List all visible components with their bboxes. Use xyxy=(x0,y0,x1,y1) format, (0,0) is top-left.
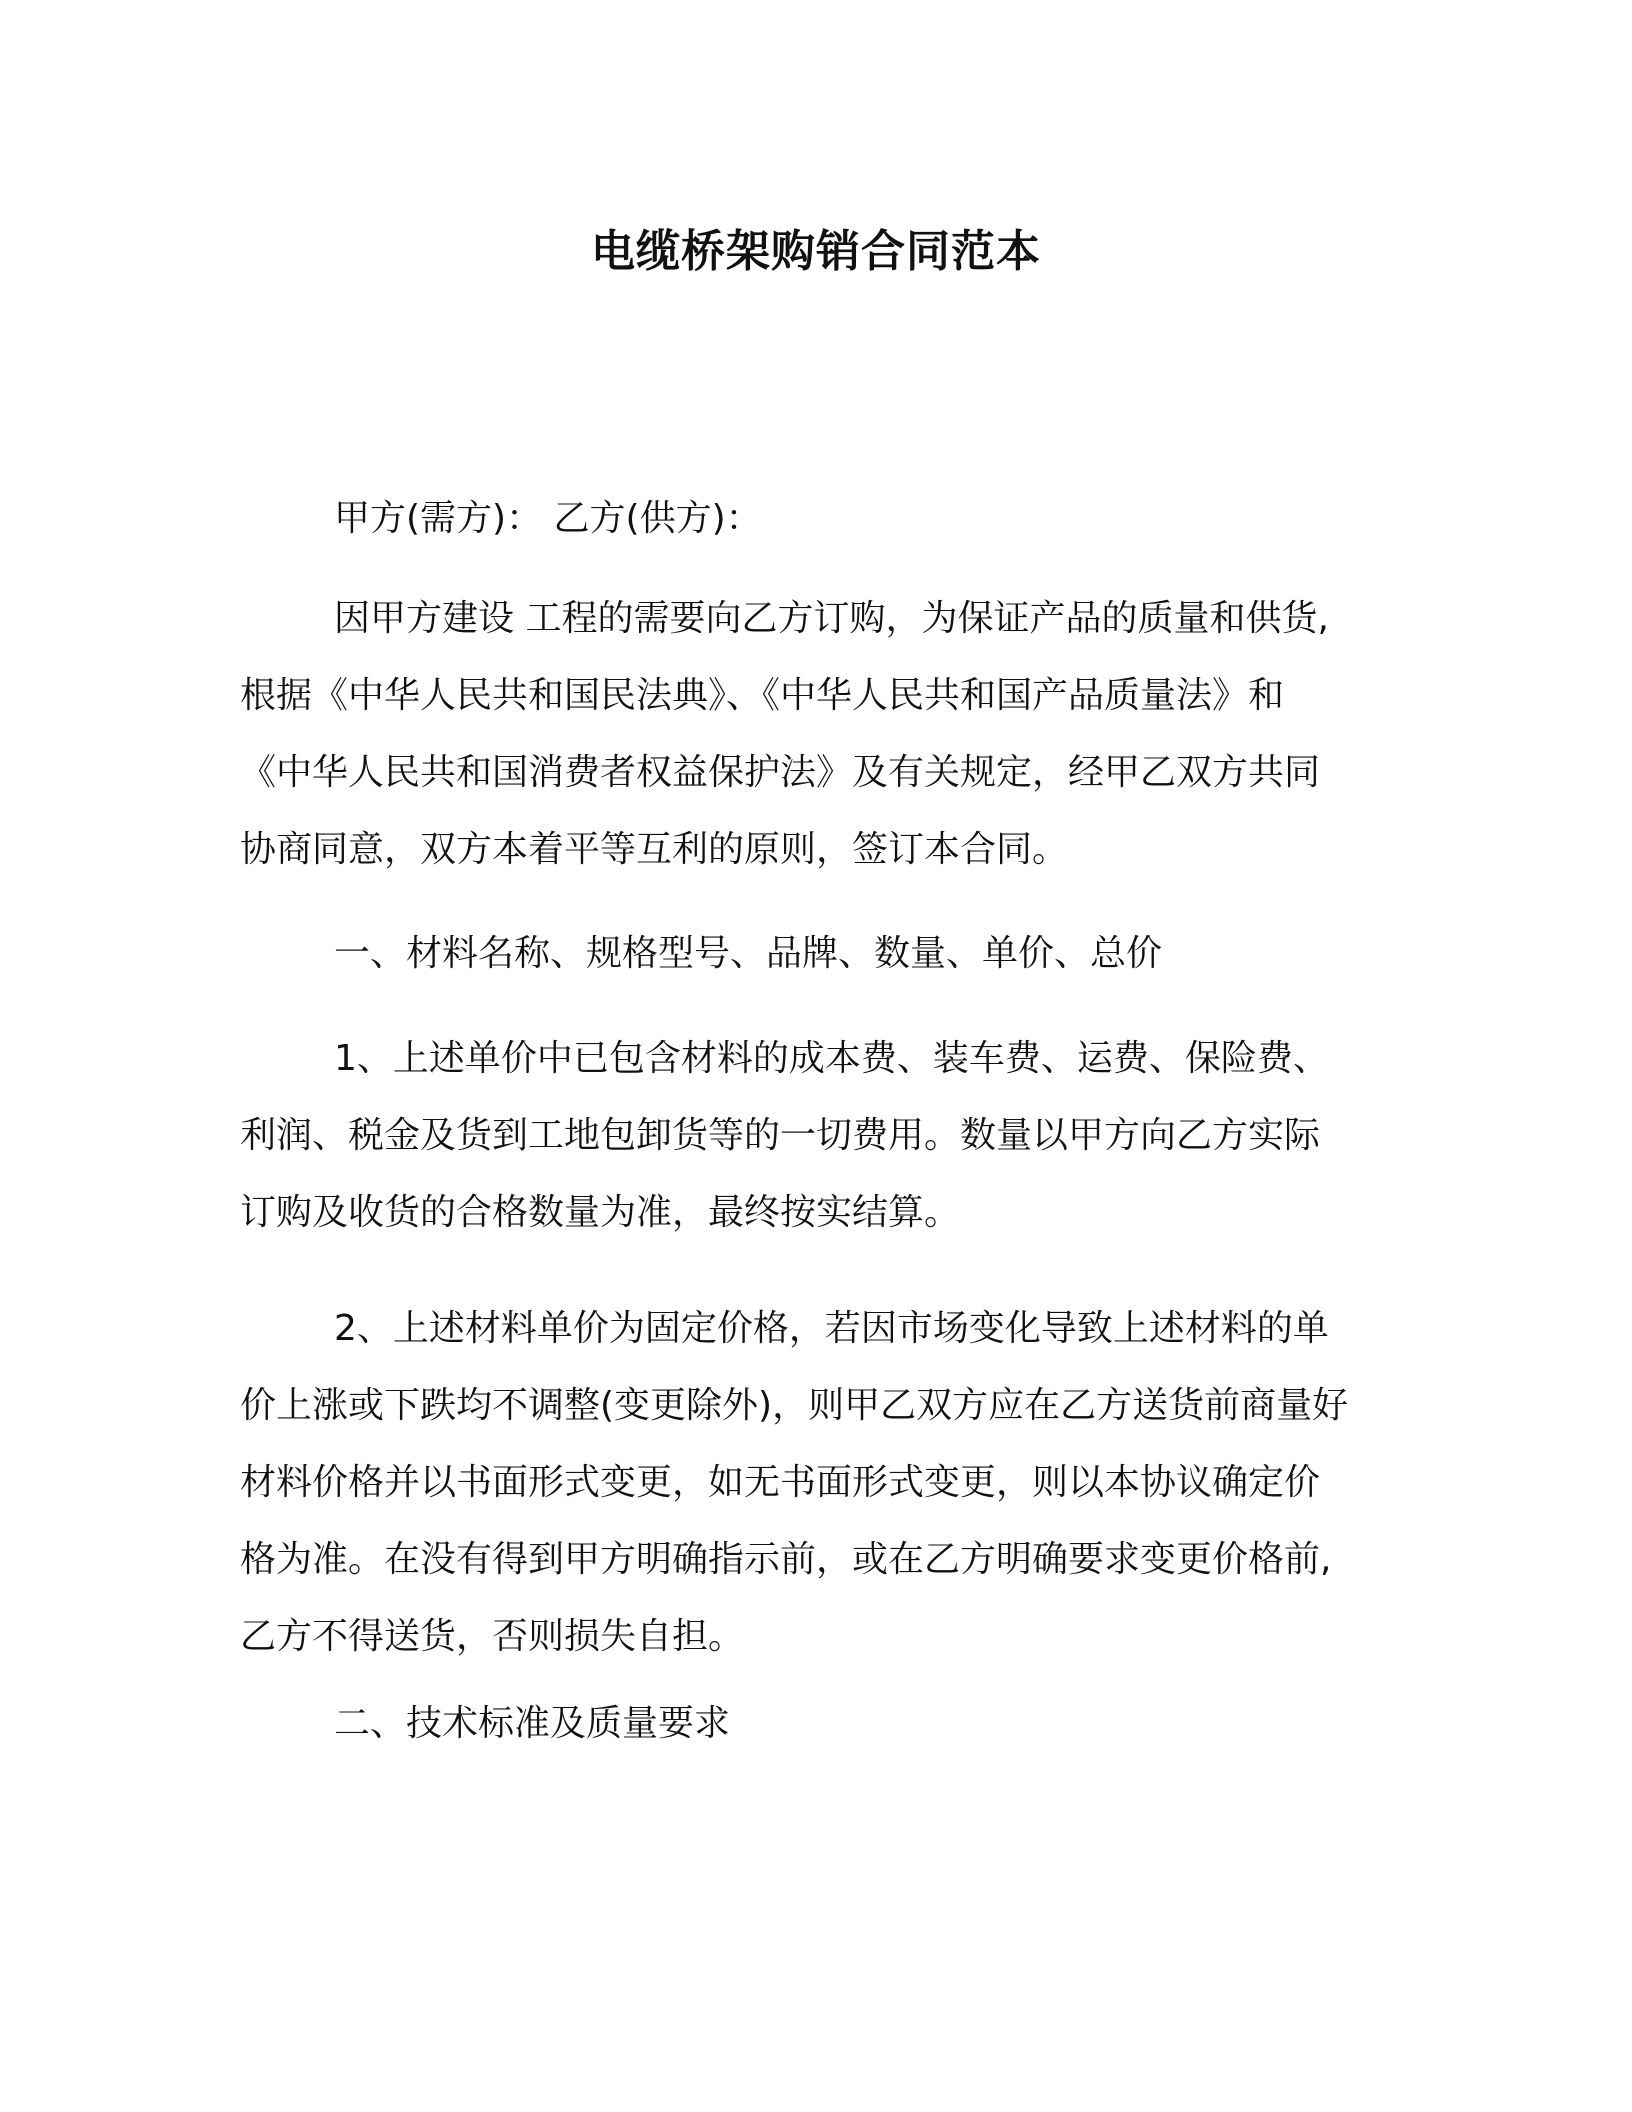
clause-2-paragraph xyxy=(240,1290,1380,1675)
intro-line: 因甲方建设 工程的需要向乙方订购，为保证产品的质量和供货, xyxy=(334,598,1329,639)
intro-line: 根据《中华人民共和国民法典》、《中华人民共和国产品质量法》和 xyxy=(240,675,1285,716)
intro-paragraph xyxy=(240,580,1380,888)
clause-1-line: 1、上述单价中已包含材料的成本费、装车费、运费、保险费、 xyxy=(334,1038,1329,1079)
intro-line: 协商同意，双方本着平等互利的原则，签订本合同。 xyxy=(240,829,1069,870)
document-title: 电缆桥架购销合同范本 xyxy=(591,226,1041,277)
section-heading-1: 一、材料名称、规格型号、品牌、数量、单价、总价 xyxy=(334,933,1163,974)
clause-2-line: 格为准。在没有得到甲方明确指示前，或在乙方明确要求变更价格前, xyxy=(240,1539,1332,1580)
intro-line: 《中华人民共和国消费者权益保护法》及有关规定，经甲乙双方共同 xyxy=(240,752,1321,793)
clause-1-line: 利润、税金及货到工地包卸货等的一切费用。数量以甲方向乙方实际 xyxy=(240,1115,1321,1156)
clause-2-line: 材料价格并以书面形式变更，如无书面形式变更，则以本协议确定价 xyxy=(240,1462,1321,1503)
clause-1-paragraph xyxy=(240,1020,1380,1251)
clause-1-line: 订购及收货的合格数量为准，最终按实结算。 xyxy=(240,1192,961,1233)
clause-2-line: 价上涨或下跌均不调整(变更除外)，则甲乙双方应在乙方送货前商量好 xyxy=(240,1385,1349,1426)
clause-2-line: 乙方不得送货，否则损失自担。 xyxy=(240,1616,745,1657)
clause-2-line: 2、上述材料单价为固定价格，若因市场变化导致上述材料的单 xyxy=(334,1308,1329,1349)
parties-line: 甲方(需方)： 乙方(供方)： xyxy=(334,498,762,539)
section-heading-2: 二、技术标准及质量要求 xyxy=(334,1703,731,1744)
